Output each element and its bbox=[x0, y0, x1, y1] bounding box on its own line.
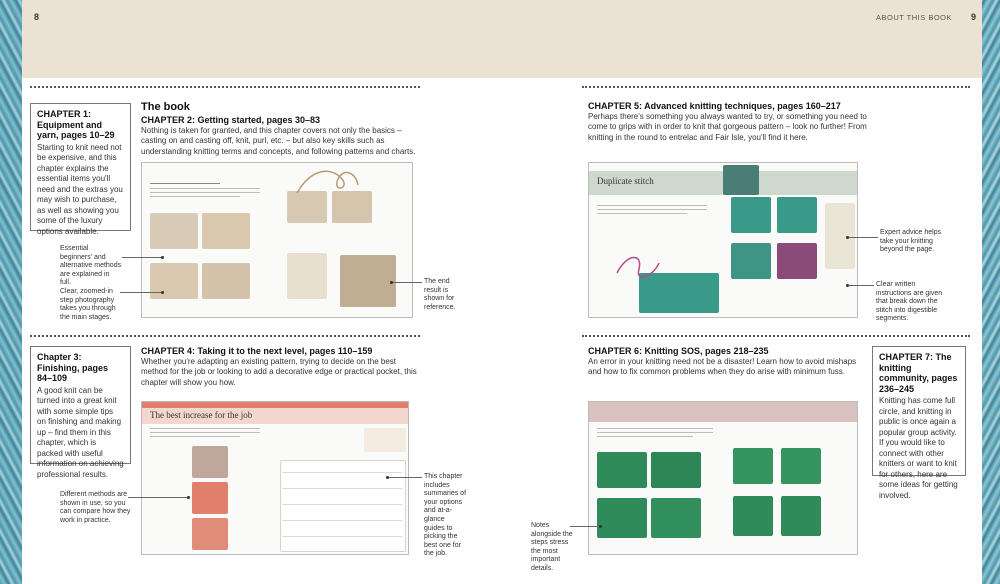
chapter-1-body: Starting to knit need not be expensive, and this chapter explains the essential items you'll need and the extras you may wish to purchase, as well as showing you some of the luxury options available. bbox=[37, 142, 123, 236]
leader-clear-zoomed bbox=[120, 292, 162, 293]
photo-swatch-2 bbox=[192, 482, 228, 514]
yarn-loop-illustration bbox=[292, 165, 362, 197]
photo-green-knit-5 bbox=[733, 448, 773, 484]
chapter-1-box bbox=[30, 103, 131, 236]
book-heading: The book bbox=[141, 101, 190, 113]
photo-green-knit-2 bbox=[651, 452, 701, 488]
page-number-right: 9 bbox=[970, 12, 976, 22]
page-number-left: 8 bbox=[34, 12, 40, 22]
photo-sticks bbox=[287, 253, 327, 299]
photo-swatch-top bbox=[723, 165, 759, 195]
chapter-3-box bbox=[30, 346, 131, 479]
photo-green-knit-8 bbox=[781, 496, 821, 536]
annotation-clear-zoomed: Clear, zoomed-in step photography takes you through the main stages. bbox=[60, 288, 116, 321]
annotation-notes-alongside: Notes alongside the steps stress the most important details. bbox=[531, 522, 573, 572]
photo-square-end-result bbox=[340, 255, 396, 307]
running-head: ABOUT THIS BOOK bbox=[876, 13, 952, 22]
photo-purple-stitch bbox=[777, 243, 817, 279]
chapter-3-title: Chapter 3: Finishing, pages 84–109 bbox=[37, 352, 109, 383]
divider-top-right bbox=[582, 86, 970, 88]
chapter-7-body: Knitting has come full circle, and knitting in public is once again a popular group activity. If you would like to connect with other knitters or want to knit for others, here are some ideas for getting involved. bbox=[879, 396, 958, 500]
yarn-border-right bbox=[982, 0, 1000, 584]
leader-summaries bbox=[388, 477, 422, 478]
chapter-4-body: Whether you're adapting an existing pattern, trying to decide on the best method for the job or looking to add a decorative edge or practical pocket, this chapter will show you how. bbox=[141, 356, 417, 387]
chapter-1-title: CHAPTER 1: Equipment and yarn, pages 10–29 bbox=[37, 109, 115, 140]
expert-tip-panel bbox=[825, 203, 855, 269]
chapter-2-title: CHAPTER 2: Getting started, pages 30–83 bbox=[141, 115, 321, 125]
chapter-6-body: An error in your knitting need not be a disaster! Learn how to avoid mishaps and how to fix common problems when they do arise with minimum fuss. bbox=[588, 356, 857, 376]
photo-swatch-1 bbox=[192, 446, 228, 478]
photo-hands-2 bbox=[202, 213, 250, 249]
annotation-expert-advice: Expert advice helps take your knitting beyond the page. bbox=[880, 229, 942, 254]
chapter-6-text bbox=[588, 346, 866, 378]
annotation-end-result: The end result is shown for reference. bbox=[424, 278, 456, 311]
photo-swatch-3 bbox=[192, 518, 228, 550]
leader-essential bbox=[122, 257, 162, 258]
leader-expert-advice bbox=[848, 237, 878, 238]
photo-teal-knit-3 bbox=[731, 243, 771, 279]
duplicate-stitch-title: Duplicate stitch bbox=[597, 176, 654, 186]
leader-notes-alongside bbox=[570, 526, 600, 527]
yarn-border-left bbox=[0, 0, 22, 584]
photo-green-knit-4 bbox=[651, 498, 701, 538]
chapter-4-title: CHAPTER 4: Taking it to the next level, pages 110–159 bbox=[141, 346, 373, 356]
chapter-3-body: A good knit can be turned into a great knit with some simple tips on finishing and making up – find them in this chapter, which is packed with useful information on achieving professional results. bbox=[37, 385, 124, 479]
photo-green-knit-1 bbox=[597, 452, 647, 488]
chapter-5-spread-thumbnail bbox=[588, 162, 858, 318]
header-band bbox=[22, 0, 982, 78]
photo-green-knit-7 bbox=[733, 496, 773, 536]
photo-green-knit-6 bbox=[781, 448, 821, 484]
divider-mid-right bbox=[582, 335, 970, 337]
summary-table bbox=[280, 460, 406, 552]
chapter-6-title: CHAPTER 6: Knitting SOS, pages 218–235 bbox=[588, 346, 769, 356]
leader-clear-written bbox=[848, 285, 874, 286]
best-increase-title: The best increase for the job bbox=[150, 410, 253, 420]
chapter-4-text bbox=[141, 346, 421, 388]
tip-box bbox=[364, 428, 406, 452]
photo-teal-knit-2 bbox=[777, 197, 817, 233]
chapter-5-text bbox=[588, 101, 868, 143]
photo-teal-knit-1 bbox=[731, 197, 771, 233]
chapter-4-spread-thumbnail bbox=[141, 401, 409, 555]
annotation-summaries: This chapter includes summaries of your options and at-a-glance guides to picking the best one for the job. bbox=[424, 473, 467, 558]
sos-header-band bbox=[589, 402, 857, 422]
chapter-2-text bbox=[141, 115, 421, 157]
leader-end-result bbox=[392, 282, 422, 283]
chapter-5-title: CHAPTER 5: Advanced knitting techniques, pages 160–217 bbox=[588, 101, 841, 111]
photo-green-knit-3 bbox=[597, 498, 647, 538]
divider-top-left bbox=[30, 86, 420, 88]
divider-mid-left bbox=[30, 335, 420, 337]
chapter-7-title: CHAPTER 7: The knitting community, pages 236–245 bbox=[879, 352, 958, 394]
leader-different-methods bbox=[128, 497, 188, 498]
photo-hands-4 bbox=[202, 263, 250, 299]
photo-hands-3 bbox=[150, 263, 198, 299]
yarn-loop-purple bbox=[613, 253, 663, 283]
chapter-6-spread-thumbnail bbox=[588, 401, 858, 555]
chapter-2-spread-thumbnail bbox=[141, 162, 413, 318]
annotation-essential-methods: Essential beginners' and alternative methods are explained in full. bbox=[60, 245, 122, 287]
chapter-7-box bbox=[872, 346, 966, 500]
photo-hands-1 bbox=[150, 213, 198, 249]
annotation-different-methods: Different methods are shown in use, so you can compare how they work in practice. bbox=[60, 491, 131, 524]
chapter-5-body: Perhaps there's something you always wanted to try, or something you need to come to grips with in order to knit that gorgeous pattern – look no further! From knitting in the round to entrelac and Fair Isle, you'll find it here. bbox=[588, 111, 867, 142]
annotation-clear-written: Clear written instructions are given that break down the stitch into digestible segments. bbox=[876, 281, 943, 323]
chapter-2-body: Nothing is taken for granted, and this chapter covers not only the basics – casting on and casting off, knit, purl, etc. – but also key skills such as understanding knitting terms and concepts, and following patterns and charts. bbox=[141, 125, 416, 156]
